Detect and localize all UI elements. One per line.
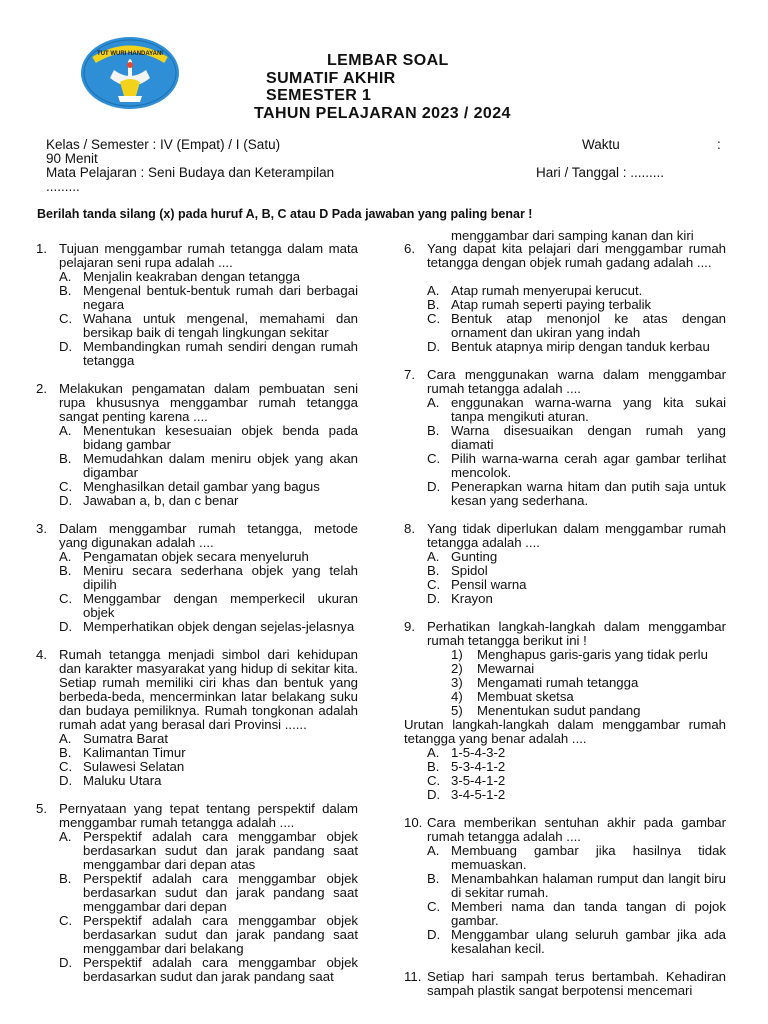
option-c[interactable]: C. Perspektif adalah cara menggambar objek berdasarkan sudut dan jarak pandang saat menggambar dari belakang [59,913,358,956]
title-line-3: SEMESTER 1 [266,87,372,104]
option-b[interactable]: B. 5-3-4-1-2 [427,759,506,774]
step-1: 1) Menghapus garis-garis yang tidak perlu [451,647,708,662]
option-c[interactable]: C. Sulawesi Selatan [59,759,185,774]
option-b[interactable]: B. Atap rumah seperti paying terbalik [427,297,652,312]
title-line-4: TAHUN PELAJARAN 2023 / 2024 [254,104,511,122]
waktu-value: 90 Menit [46,151,98,166]
question-3: 3. Dalam menggambar rumah tetangga, metode yang digunakan adalah .... A. Pengamatan objek secara menyeluruh B. Meniru secara sederhana objek yang telah dipilih C. Menggambar dengan memperkecil ukuran objek D. Memperhatikan objek dengan sejelas-jelasnya [36,521,358,634]
question-6: 6. Yang dapat kita pelajari dari menggambar rumah tetangga dengan objek rumah gadang adalah .... A. Atap rumah menyerupai kerucut. B. Atap rumah seperti paying terbalik C. Bentuk atap menonjol ke atas dengan ornament dan ukiran yang indah D. Bentuk atapnya mirip dengan tanduk kerbau [404,241,726,354]
question-text: Tujuan menggambar rumah tetangga dalam mata pelajaran seni rupa adalah .... [59,241,358,270]
option-d[interactable]: D. Membandingkan rumah sendiri dengan rumah tetangga [59,339,358,368]
hari-tanggal-cont: ......... [46,179,80,194]
option-d[interactable]: D. 3-4-5-1-2 [427,787,506,802]
option-b[interactable]: B. Memudahkan dalam meniru objek yang akan digambar [59,451,358,480]
waktu-colon: : [717,137,721,152]
title-line-2: SUMATIF AKHIR [266,69,396,87]
question-4: 4. Rumah tetangga menjadi simbol dari kehidupan dan karakter masyarakat yang hidup di sekitar kita. Setiap rumah memiliki ciri khas dan bentuk yang berbeda-beda, mencerminkan latar belakang suku dan budaya pemiliknya. Rumah tongkonan adalah rumah adat yang berasal dari Provinsi ...... A. Sumatra Barat B. Kalimantan Timur C. Sulawesi Selatan D. Maluku Utara [36,647,358,788]
option-c[interactable]: C. Menghasilkan detail gambar yang bagus [59,479,320,494]
option-b[interactable]: B. Mengenal bentuk-bentuk rumah dari berbagai negara [59,283,358,312]
option-c[interactable]: C. Pilih warna-warna cerah agar gambar terlihat mencolok. [427,451,726,480]
option-c[interactable]: C. Menggambar dengan memperkecil ukuran objek [59,591,358,620]
question-9-prompt: Urutan langkah-langkah dalam menggambar rumah tetangga yang benar adalah .... [404,717,726,746]
option-b[interactable]: B. Spidol [427,563,488,578]
option-c[interactable]: C. 3-5-4-1-2 [427,773,506,788]
right-column [404,242,726,1012]
title-line-1: LEMBAR SOAL [327,52,449,69]
option-d[interactable]: D. Maluku Utara [59,773,162,788]
option-b[interactable]: B. Menambahkan halaman rumput dan langit biru di sekitar rumah. [427,871,726,900]
option-c[interactable]: C. Bentuk atap menonjol ke atas dengan ornament dan ukiran yang indah [427,311,726,340]
question-8: 8. Yang tidak diperlukan dalam menggambar rumah tetangga adalah .... A. Gunting B. Spidol C. Pensil warna D. Krayon [404,521,726,606]
carryover-text: menggambar dari samping kanan dan kiri [451,228,694,243]
option-a[interactable]: A. Menjalin keakraban dengan tetangga [59,269,301,284]
option-d[interactable]: D. Perspektif adalah cara menggambar objek berdasarkan sudut dan jarak pandang saat [59,955,358,984]
option-a[interactable]: A. enggunakan warna-warna yang kita sukai tanpa mengikuti aturan. [427,395,726,424]
option-b[interactable]: B. Perspektif adalah cara menggambar objek berdasarkan sudut dan jarak pandang saat menggambar dari depan [59,871,358,914]
question-10: 10. Cara memberikan sentuhan akhir pada gambar rumah tetangga adalah .... A. Membuang gambar jika hasilnya tidak memuaskan. B. Menambahkan halaman rumput dan langit biru di sekitar rumah. C. Memberi nama dan tanda tangan di pojok gambar. D. Menggambar ulang seluruh gambar jika ada kesalahan kecil. [404,815,726,956]
option-c[interactable]: C. Memberi nama dan tanda tangan di pojok gambar. [427,899,726,928]
step-2: 2) Mewarnai [451,661,535,676]
option-a[interactable]: A. Sumatra Barat [59,731,169,746]
option-a[interactable]: A. Menentukan kesesuaian objek benda pada bidang gambar [59,423,358,452]
tut-wuri-handayani-logo [80,36,180,110]
option-b[interactable]: B. Kalimantan Timur [59,745,186,760]
option-d[interactable]: D. Penerapkan warna hitam dan putih saja untuk kesan yang sederhana. [427,479,726,508]
option-b[interactable]: B. Warna disesuaikan dengan rumah yang diamati [427,423,726,452]
mata-pelajaran: Mata Pelajaran : Seni Budaya dan Keterampilan [46,165,335,180]
option-a[interactable]: A. Pengamatan objek secara menyeluruh [59,549,309,564]
option-a[interactable]: A. Atap rumah menyerupai kerucut. [427,283,643,298]
question-11: 11. Setiap hari sampah terus bertambah. Kehadiran sampah plastik sangat berpotensi mencemari [404,969,726,998]
kelas-semester: Kelas / Semester : IV (Empat) / I (Satu) [46,137,281,152]
option-d[interactable]: D. Menggambar ulang seluruh gambar jika ada kesalahan kecil. [427,927,726,956]
option-d[interactable]: D. Jawaban a, b, dan c benar [59,493,239,508]
step-3: 3) Mengamati rumah tetangga [451,675,639,690]
option-c[interactable]: C. Pensil warna [427,577,527,592]
question-7: 7. Cara menggunakan warna dalam menggambar rumah tetangga adalah .... A. enggunakan warna-warna yang kita sukai tanpa mengikuti aturan. B. Warna disesuaikan dengan rumah yang diamati C. Pilih warna-warna cerah agar gambar terlihat mencolok. D. Penerapkan warna hitam dan putih saja untuk kesan yang sederhana. [404,367,726,508]
option-d[interactable]: D. Memperhatikan objek dengan sejelas-jelasnya [59,619,355,634]
option-a[interactable]: A. Membuang gambar jika hasilnya tidak memuaskan. [427,843,726,872]
hari-tanggal: Hari / Tanggal : ......... [536,165,665,180]
option-a[interactable]: A. 1-5-4-3-2 [427,745,506,760]
option-d[interactable]: D. Krayon [427,591,493,606]
step-4: 4) Membuat sketsa [451,689,574,704]
option-c[interactable]: C. Wahana untuk mengenal, memahami dan bersikap baik di tengah lingkungan sekitar [59,311,358,340]
question-2: 2. Melakukan pengamatan dalam pembuatan seni rupa khususnya menggambar rumah tetangga sangat penting karena .... A. Menentukan kesesuaian objek benda pada bidang gambar B. Memudahkan dalam meniru objek yang akan digambar C. Menghasilkan detail gambar yang bagus D. Jawaban a, b, dan c benar [36,381,358,508]
option-d[interactable]: D. Bentuk atapnya mirip dengan tanduk kerbau [427,339,710,354]
option-a[interactable]: A. Perspektif adalah cara menggambar objek berdasarkan sudut dan jarak pandang saat menggambar dari depan atas [59,829,358,872]
waktu-label: Waktu [582,137,620,152]
question-9: 9. Perhatikan langkah-langkah dalam menggambar rumah tetangga berikut ini ! 1) Menghapus garis-garis yang tidak perlu 2) Mewarnai 3) Mengamati rumah tetangga 4) Membuat sketsa 5) Menentukan sudut pandang Urutan langkah-langkah dalam menggambar rumah tetangga yang benar adalah .... A. 1-5-4-3-2 B. 5-3-4-1-2 C. 3-5-4-1-2 D. 3-4-5-1-2 [404,619,726,802]
option-b[interactable]: B. Meniru secara sederhana objek yang telah dipilih [59,563,358,592]
option-a[interactable]: A. Gunting [427,549,498,564]
step-5: 5) Menentukan sudut pandang [451,703,641,718]
instruction: Berilah tanda silang (x) pada huruf A, B, C atau D Pada jawaban yang paling benar ! [37,207,533,221]
question-5: 5. Pernyataan yang tepat tentang perspektif dalam menggambar rumah tetangga adalah .... A. Perspektif adalah cara menggambar objek berdasarkan sudut dan jarak pandang saat menggambar dari depan atas B. Perspektif adalah cara menggambar objek berdasarkan sudut dan jarak pandang saat menggambar dari depan C. Perspektif adalah cara menggambar objek berdasarkan sudut dan jarak pandang saat menggambar dari belakang D. Perspektif adalah cara menggambar objek berdasarkan sudut dan jarak pandang saat [36,801,358,984]
question-1: 1. Tujuan menggambar rumah tetangga dalam mata pelajaran seni rupa adalah .... A. Menjalin keakraban dengan tetangga B. Mengenal bentuk-bentuk rumah dari berbagai negara C. Wahana untuk mengenal, memahami dan bersikap baik di tengah lingkungan sekitar D. Membandingkan rumah sendiri dengan rumah tetangga [36,241,358,368]
svg-text:TUT WURI HANDAYANI: TUT WURI HANDAYANI [97,51,163,57]
left-column [36,242,358,998]
